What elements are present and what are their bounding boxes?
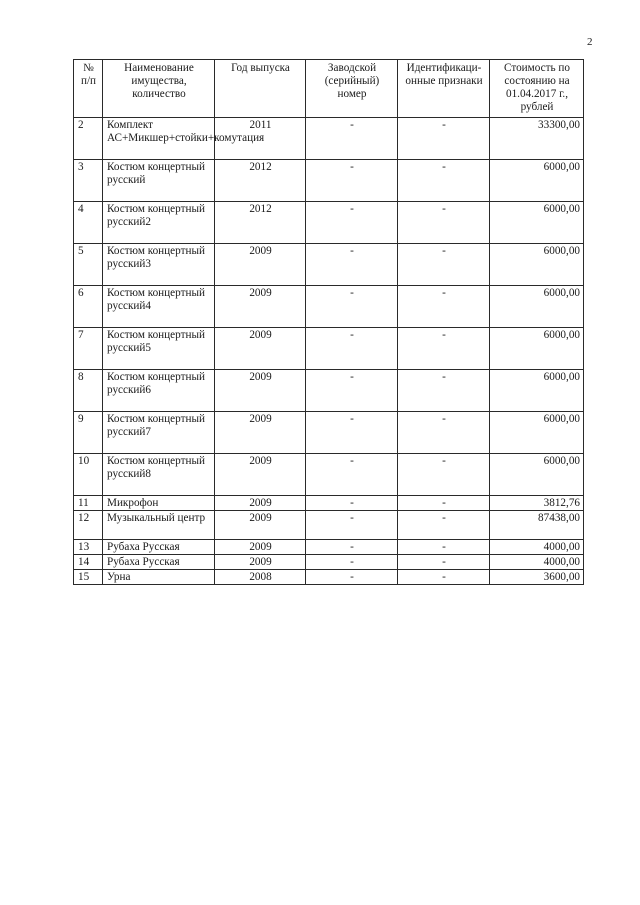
- cell-cost: 33300,00: [490, 118, 584, 160]
- cell-name: Костюм концертный русский6: [103, 370, 215, 412]
- table-row: [74, 412, 584, 454]
- header-ident: Идентификаци-онные признаки: [398, 60, 490, 118]
- cell-cost: 4000,00: [490, 540, 584, 555]
- cell-year: 2009: [215, 244, 306, 286]
- cell-ident: -: [398, 570, 490, 585]
- cell-cost: 4000,00: [490, 555, 584, 570]
- cell-serial: -: [306, 555, 398, 570]
- cell-cost: 6000,00: [490, 454, 584, 496]
- cell-ident: -: [398, 555, 490, 570]
- cell-year: 2009: [215, 412, 306, 454]
- header-serial: Заводской (серийный) номер: [306, 60, 398, 118]
- cell-num: 3: [74, 160, 103, 202]
- cell-year: 2009: [215, 370, 306, 412]
- cell-year: 2009: [215, 496, 306, 511]
- cell-year: 2009: [215, 540, 306, 555]
- cell-year: 2012: [215, 160, 306, 202]
- cell-num: 8: [74, 370, 103, 412]
- cell-num: 2: [74, 118, 103, 160]
- cell-name: Костюм концертный русский2: [103, 202, 215, 244]
- cell-cost: 3600,00: [490, 570, 584, 585]
- cell-num: 15: [74, 570, 103, 585]
- table-row: [74, 286, 584, 328]
- table-row: [74, 511, 584, 540]
- cell-year: 2009: [215, 454, 306, 496]
- cell-serial: -: [306, 496, 398, 511]
- cell-ident: -: [398, 118, 490, 160]
- cell-num: 14: [74, 555, 103, 570]
- header-num: № п/п: [74, 60, 103, 118]
- cell-name: Костюм концертный русский5: [103, 328, 215, 370]
- cell-year: 2009: [215, 286, 306, 328]
- cell-year: 2009: [215, 328, 306, 370]
- table-row: [74, 244, 584, 286]
- table-row: [74, 555, 584, 570]
- cell-serial: -: [306, 118, 398, 160]
- cell-num: 4: [74, 202, 103, 244]
- cell-cost: 6000,00: [490, 244, 584, 286]
- cell-serial: -: [306, 160, 398, 202]
- cell-name: Рубаха Русская: [103, 555, 215, 570]
- cell-serial: -: [306, 511, 398, 540]
- header-name: Наименование имущества, количество: [103, 60, 215, 118]
- cell-year: 2009: [215, 555, 306, 570]
- cell-cost: 6000,00: [490, 328, 584, 370]
- page-number: 2: [587, 36, 593, 48]
- cell-name: Микрофон: [103, 496, 215, 511]
- cell-cost: 6000,00: [490, 412, 584, 454]
- cell-ident: -: [398, 412, 490, 454]
- cell-year: 2011: [215, 118, 306, 160]
- cell-serial: -: [306, 412, 398, 454]
- cell-name: Костюм концертный русский: [103, 160, 215, 202]
- cell-serial: -: [306, 286, 398, 328]
- table-row: [74, 118, 584, 160]
- header-cost: Стоимость по состоянию на 01.04.2017 г., рублей: [490, 60, 584, 118]
- cell-name: Костюм концертный русский7: [103, 412, 215, 454]
- cell-ident: -: [398, 286, 490, 328]
- cell-cost: 3812,76: [490, 496, 584, 511]
- cell-cost: 87438,00: [490, 511, 584, 540]
- cell-num: 12: [74, 511, 103, 540]
- cell-name: Урна: [103, 570, 215, 585]
- cell-serial: -: [306, 370, 398, 412]
- cell-cost: 6000,00: [490, 202, 584, 244]
- cell-year: 2008: [215, 570, 306, 585]
- cell-name: Рубаха Русская: [103, 540, 215, 555]
- cell-cost: 6000,00: [490, 370, 584, 412]
- cell-name: Комплект АС+Микшер+стойки+комутация: [103, 118, 215, 160]
- cell-num: 11: [74, 496, 103, 511]
- cell-cost: 6000,00: [490, 286, 584, 328]
- cell-serial: -: [306, 540, 398, 555]
- cell-ident: -: [398, 370, 490, 412]
- cell-num: 13: [74, 540, 103, 555]
- header-year: Год выпуска: [215, 60, 306, 118]
- cell-num: 9: [74, 412, 103, 454]
- cell-serial: -: [306, 454, 398, 496]
- cell-year: 2009: [215, 511, 306, 540]
- cell-num: 10: [74, 454, 103, 496]
- cell-num: 6: [74, 286, 103, 328]
- cell-serial: -: [306, 570, 398, 585]
- cell-name: Костюм концертный русский8: [103, 454, 215, 496]
- cell-num: 7: [74, 328, 103, 370]
- cell-ident: -: [398, 496, 490, 511]
- table-row: [74, 540, 584, 555]
- cell-name: Костюм концертный русский3: [103, 244, 215, 286]
- cell-ident: -: [398, 540, 490, 555]
- cell-name: Костюм концертный русский4: [103, 286, 215, 328]
- header-row: [74, 60, 584, 118]
- cell-ident: -: [398, 202, 490, 244]
- cell-ident: -: [398, 511, 490, 540]
- table-row: [74, 202, 584, 244]
- cell-ident: -: [398, 454, 490, 496]
- cell-cost: 6000,00: [490, 160, 584, 202]
- cell-year: 2012: [215, 202, 306, 244]
- cell-serial: -: [306, 328, 398, 370]
- cell-ident: -: [398, 244, 490, 286]
- table-row: [74, 454, 584, 496]
- cell-num: 5: [74, 244, 103, 286]
- table-row: [74, 328, 584, 370]
- cell-serial: -: [306, 244, 398, 286]
- cell-name: Музыкальный центр: [103, 511, 215, 540]
- cell-ident: -: [398, 328, 490, 370]
- table-row: [74, 160, 584, 202]
- table-row: [74, 570, 584, 585]
- cell-serial: -: [306, 202, 398, 244]
- inventory-table: [73, 59, 584, 585]
- table-row: [74, 496, 584, 511]
- cell-ident: -: [398, 160, 490, 202]
- table-row: [74, 370, 584, 412]
